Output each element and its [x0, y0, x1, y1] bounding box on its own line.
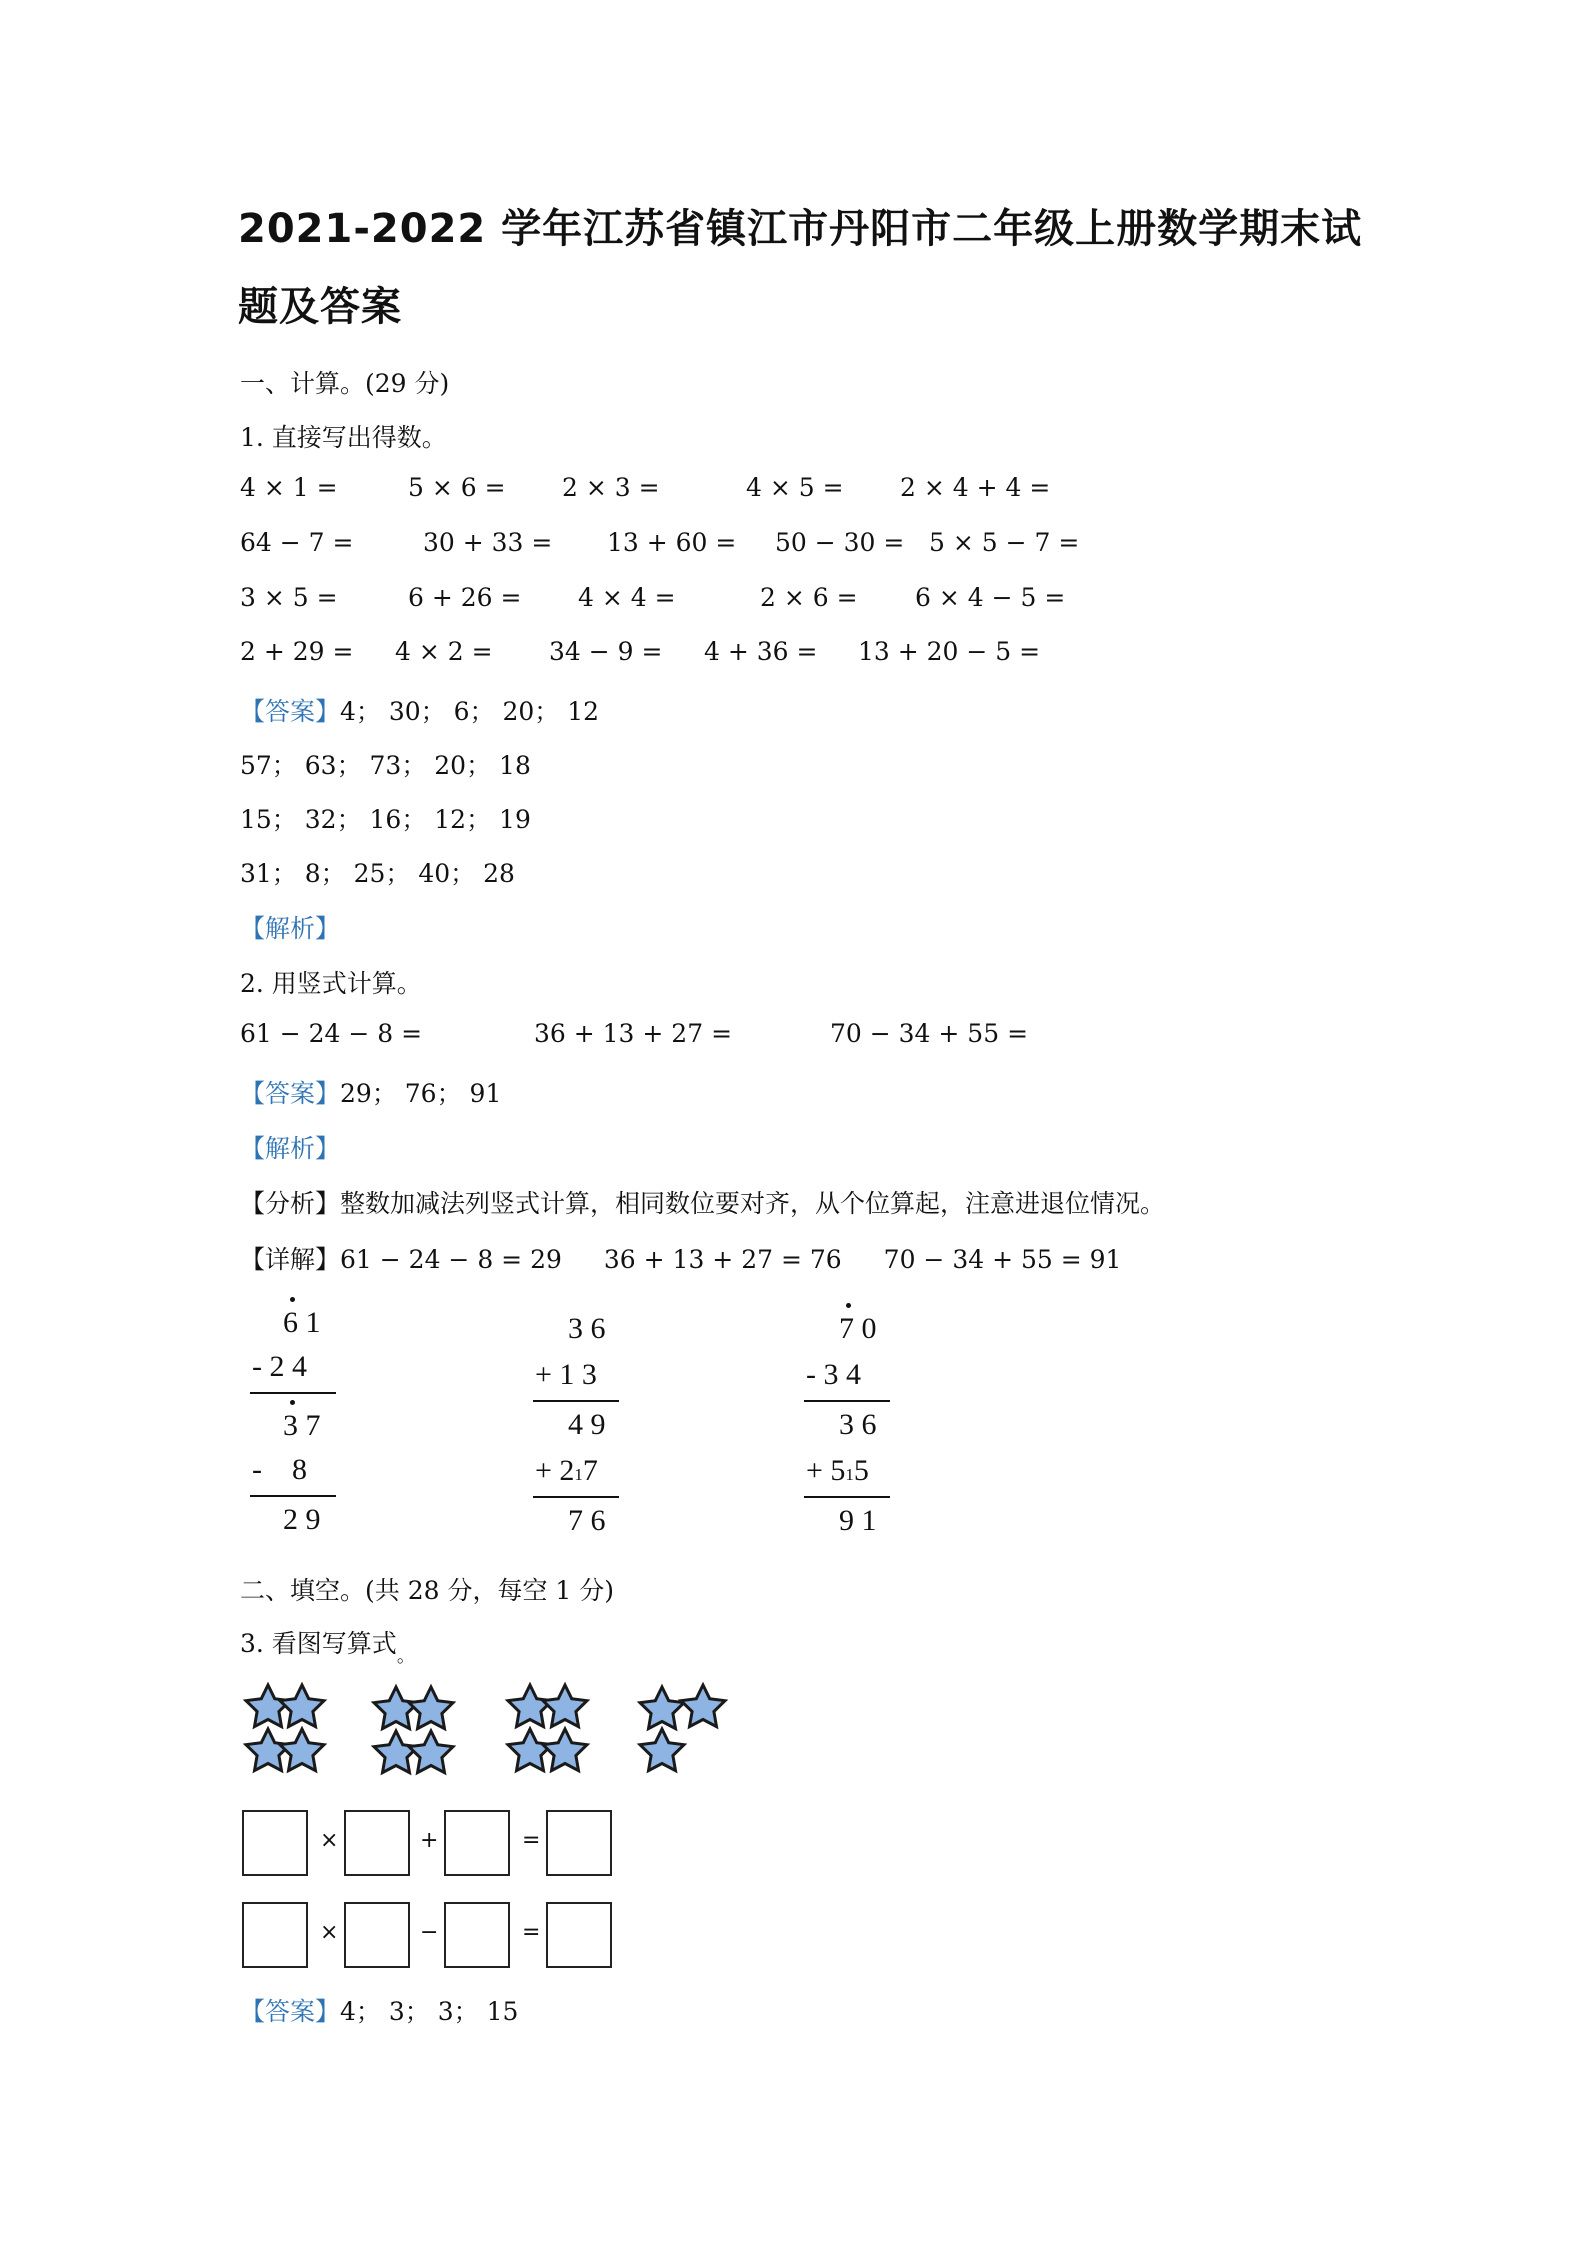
vc-line [533, 1400, 619, 1402]
vc-part: 7 [582, 1454, 598, 1487]
doc-title-line1: 2021-2022 学年江苏省镇江市丹阳市二年级上册数学期末试 [238, 206, 1363, 252]
answer-tag: 【答案】 [240, 1079, 341, 1108]
answer-tag: 【答案】 [240, 697, 341, 726]
vc-part: 5 [853, 1454, 869, 1487]
q2-problem: 70 − 34 + 55 = [830, 1019, 1029, 1048]
star-icon [508, 1729, 552, 1771]
answer-box[interactable] [444, 1810, 510, 1876]
q1-answer-line: 57； 63； 73； 20； 18 [240, 751, 531, 780]
q2-answer [240, 1074, 501, 1110]
answer-text: 29； 76； 91 [340, 1079, 502, 1108]
q1-cell: 13 + 20 − 5 = [858, 637, 1041, 666]
q1-cell: 50 − 30 = [775, 528, 905, 557]
star-group-2 [374, 1687, 453, 1773]
q2-fenxi [240, 1184, 1165, 1220]
vc-row: - 3 4 [806, 1358, 861, 1391]
vc-row: 2 9 [283, 1503, 321, 1536]
q1-answer-line: 31； 8； 25； 40； 28 [240, 859, 515, 888]
q1-cell: 2 × 6 = [760, 583, 858, 612]
star-group-1 [246, 1685, 324, 1771]
q1-cell: 2 + 29 = [240, 637, 354, 666]
star-icon [681, 1685, 725, 1727]
vc-part: + 2 [535, 1454, 575, 1487]
star-icon [543, 1685, 587, 1727]
q2-problem: 36 + 13 + 27 = [534, 1019, 733, 1048]
times-operator: × [320, 1828, 339, 1853]
vc-row: 4 9 [568, 1408, 606, 1441]
vc-line [804, 1496, 890, 1498]
vc-row: + 1 3 [535, 1358, 597, 1391]
answer-text: 4； 3； 3； 15 [340, 1997, 519, 2026]
q3-prompt [240, 1624, 415, 1667]
q1-cell: 34 − 9 = [549, 637, 663, 666]
answer-box[interactable] [344, 1810, 410, 1876]
vc-line [250, 1392, 336, 1394]
q1-cell: 4 × 5 = [746, 473, 844, 502]
minus-operator: − [420, 1920, 439, 1945]
answer-tag: 【答案】 [240, 1997, 341, 2026]
detail-eq: 36 + 13 + 27 = 76 [603, 1245, 842, 1274]
vc-part: + 5 [806, 1454, 846, 1487]
star-icon [280, 1685, 324, 1727]
q1-cell: 4 + 36 = [704, 637, 818, 666]
vc-row: 7 6 [568, 1504, 606, 1537]
q1-cell: 64 − 7 = [240, 528, 354, 557]
q1-cell: 5 × 5 − 7 = [929, 528, 1080, 557]
q1-cell: 2 × 4 + 4 = [900, 473, 1051, 502]
answer-box[interactable] [242, 1810, 308, 1876]
star-group-3 [508, 1685, 587, 1771]
vc-row: - 2 4 [252, 1350, 307, 1383]
q1-cell: 4 × 1 = [240, 473, 338, 502]
star-icon [640, 1729, 684, 1771]
q1-answer [240, 692, 599, 728]
fenxi-tag: 【分析】 [240, 1189, 341, 1218]
q1-cell: 2 × 3 = [562, 473, 660, 502]
vc-row: 9 1 [839, 1504, 877, 1537]
q3-prompt-dot: 。 [396, 1646, 415, 1667]
vc-row: 3 6 [568, 1312, 606, 1345]
q1-cell: 6 × 4 − 5 = [915, 583, 1066, 612]
star-group-4 [640, 1685, 725, 1771]
vc-line [804, 1400, 890, 1402]
answer-box[interactable] [546, 1902, 612, 1968]
detail-eq: 61 − 24 − 8 = 29 [340, 1245, 562, 1274]
answer-box[interactable] [344, 1902, 410, 1968]
section2-heading: 二、填空。(共 28 分，每空 1 分) [240, 1576, 615, 1605]
vc-row: - 8 [252, 1453, 307, 1486]
q1-cell: 4 × 4 = [578, 583, 676, 612]
vc-row: 7 0 [839, 1312, 877, 1345]
star-icon [640, 1687, 684, 1729]
borrow-dot [290, 1297, 295, 1302]
star-icon [280, 1729, 324, 1771]
detail-tag: 【详解】 [240, 1245, 341, 1274]
equals-operator: = [522, 1920, 541, 1945]
answer-text: 4； 30； 6； 20； 12 [340, 697, 600, 726]
star-groups-image [238, 1680, 758, 1790]
doc-title-line2: 题及答案 [238, 284, 402, 330]
star-icon [543, 1729, 587, 1771]
q2-detail [240, 1240, 1121, 1276]
answer-box[interactable] [546, 1810, 612, 1876]
star-icon [409, 1687, 453, 1729]
carry-digit: 1 [574, 1465, 583, 1484]
vc-row: 3 6 [839, 1408, 877, 1441]
q3-answer [240, 1992, 518, 2028]
q1-cell: 5 × 6 = [408, 473, 506, 502]
vc-line [533, 1496, 619, 1498]
q3-prompt-text: 3. 看图写算式 [240, 1629, 397, 1658]
star-icon [374, 1731, 418, 1773]
vc-row-carry [806, 1454, 869, 1488]
vc-row-carry [535, 1454, 598, 1488]
q2-problem: 61 − 24 − 8 = [240, 1019, 423, 1048]
vc-row: 6 1 [283, 1306, 321, 1339]
plus-operator: + [420, 1828, 439, 1853]
times-operator: × [320, 1920, 339, 1945]
detail-eq: 70 − 34 + 55 = 91 [883, 1245, 1122, 1274]
q1-cell: 4 × 2 = [395, 637, 493, 666]
borrow-dot [846, 1303, 851, 1308]
answer-box[interactable] [444, 1902, 510, 1968]
vc-line [250, 1495, 336, 1497]
q1-prompt: 1. 直接写出得数。 [240, 423, 447, 452]
answer-box[interactable] [242, 1902, 308, 1968]
q2-prompt: 2. 用竖式计算。 [240, 969, 422, 998]
star-icon [374, 1687, 418, 1729]
q1-analysis-tag: 【解析】 [240, 914, 341, 943]
section1-heading: 一、计算。(29 分) [240, 369, 450, 398]
q1-cell: 13 + 60 = [607, 528, 737, 557]
star-icon [508, 1685, 552, 1727]
q1-cell: 6 + 26 = [408, 583, 522, 612]
q1-cell: 30 + 33 = [423, 528, 553, 557]
carry-digit: 1 [845, 1465, 854, 1484]
equals-operator: = [522, 1828, 541, 1853]
vc-row: 3 7 [283, 1409, 321, 1442]
star-icon [409, 1731, 453, 1773]
fenxi-text: 整数加减法列竖式计算，相同数位要对齐，从个位算起，注意进退位情况。 [340, 1189, 1166, 1218]
q1-cell: 3 × 5 = [240, 583, 338, 612]
q1-answer-line: 15； 32； 16； 12； 19 [240, 805, 531, 834]
borrow-dot [290, 1400, 295, 1405]
q2-analysis-tag: 【解析】 [240, 1134, 341, 1163]
